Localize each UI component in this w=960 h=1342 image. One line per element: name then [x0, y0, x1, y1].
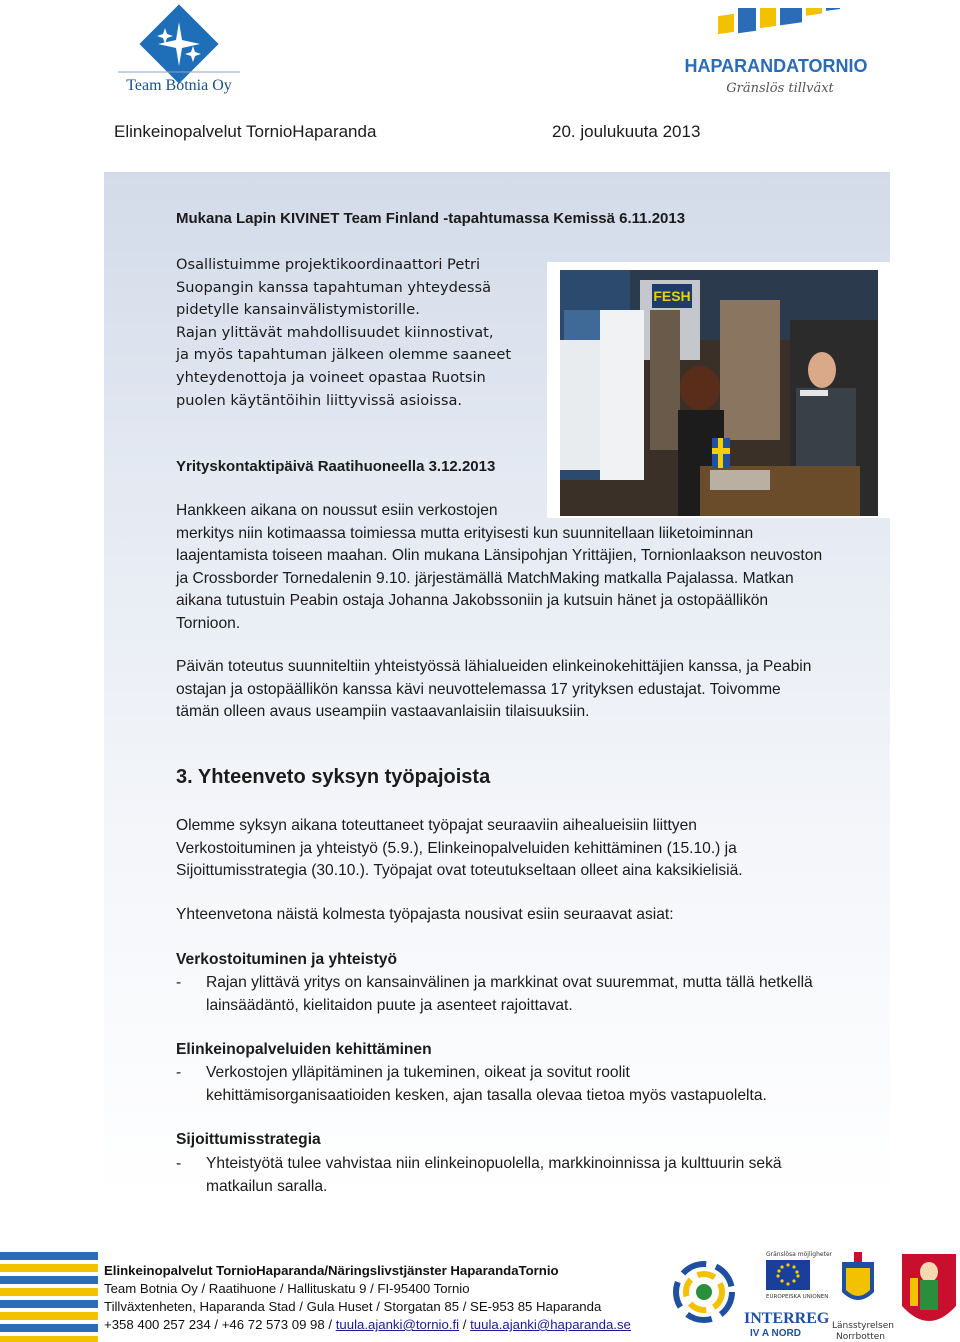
section2-heading: Yrityskontaktipäivä Raatihuoneella 3.12.2013 [176, 458, 496, 475]
text-line: Verkostoituminen ja yhteistyö (5.9.), Elinkeinopalveluiden kehittäminen (15.10.) ja [176, 839, 737, 857]
svg-text:IV A NORD: IV A NORD [750, 1328, 801, 1339]
section3-summary: Yhteenvetona näistä kolmesta työpajasta nousivat esiin seuraavat asiat: [176, 906, 674, 923]
municipal-crest [902, 1254, 956, 1321]
text-line: puolen käytäntöihin liittyvissä asioissa. [176, 391, 463, 409]
team-botnia-logo [118, 4, 240, 100]
footer-address1: Team Botnia Oy / Raatihuone / Hallituskatu 9 / FI-95400 Tornio [104, 1281, 470, 1296]
svg-text:Gränslösa möjligheter: Gränslösa möjligheter [766, 1251, 833, 1258]
topic-title: Verkostoituminen ja yhteistyö [176, 951, 397, 968]
text-line: Suopangin kanssa tapahtuman yhteydessä [176, 278, 492, 296]
section3-heading: 3. Yhteenveto syksyn työpajoista [176, 766, 491, 788]
footer-partner-logos [664, 1248, 960, 1342]
bullet-text [206, 1153, 782, 1198]
haparanda-tornio-logo [676, 8, 876, 100]
lansstyrelsen-crest [832, 1252, 894, 1342]
header-title: Elinkeinopalvelut TornioHaparanda [114, 122, 377, 141]
text-line: yhteydenottoja ja voineet opastaa Ruotsin [176, 368, 486, 386]
svg-text:Länsstyrelsen: Länsstyrelsen [832, 1321, 894, 1331]
text-line: merkitys niin kotimaassa toimiessa mutta erityisesti kun suunnitellaan liiketoiminnan [176, 524, 754, 542]
svg-text:Norrbotten: Norrbotten [836, 1332, 885, 1342]
footer-stripe-graphic [0, 1250, 98, 1342]
text-line: ja Crossborder Tornedalenin 9.10. järjestämällä MatchMaking matkalla Pajalassa. Matkan [176, 569, 794, 587]
topic-title: Elinkeinopalveluiden kehittäminen [176, 1041, 432, 1058]
text-line: Sijoittumisstrategia (30.10.). Työpajat ovat toteutukseltaan olleet aina kaksikielisiä. [176, 862, 743, 879]
text-line: Olemme syksyn aikana toteuttaneet työpajat seuraaviin aihealueisiin liittyen [176, 817, 697, 834]
svg-text:Team Botnia Oy: Team Botnia Oy [126, 77, 232, 94]
svg-text:INTERREG: INTERREG [744, 1310, 830, 1327]
text-line: Rajan ylittävä yritys on kansainvälinen ja markkinat ovat suuremmat, mutta tällä hetkellä [206, 974, 813, 991]
email-separator: / [462, 1317, 467, 1332]
footer-org: Elinkeinopalvelut TornioHaparanda/Näringslivstjänster HaparandaTornio [104, 1263, 559, 1278]
bullet-dash: - [176, 974, 182, 991]
text-line: ostajan ja ostopäällikön kanssa kävi neuvottelemassa 17 yrityksen edustajat. Toivomme [176, 680, 781, 698]
event-photo [560, 270, 878, 516]
text-line: Tornioon. [176, 614, 241, 632]
text-line: tämän olleen avaus useampiin vastaavanlaisiin tilaisuuksiin. [176, 703, 590, 720]
topic-title: Sijoittumisstrategia [176, 1131, 321, 1148]
text-line: Rajan ylittävät mahdollisuudet kiinnostivat, [176, 323, 494, 341]
section2-paragraph1 [176, 500, 822, 635]
section3-intro [176, 815, 743, 883]
text-line: Verkostojen ylläpitäminen ja tukeminen, oikeat ja sovitut roolit [206, 1064, 630, 1081]
eu-flag-logo [766, 1251, 833, 1300]
text-line: Osallistuimme projektikoordinaattori Petri [176, 256, 481, 273]
footer-phones: +358 400 257 234 / +46 72 573 09 98 / [104, 1317, 333, 1332]
text-line: Päivän toteutus suunniteltiin yhteistyössä lähialueiden elinkeinokehittäjien kanssa, ja Peabin [176, 658, 812, 675]
text-line: pidetylle kansainvälistymistorille. [176, 301, 420, 319]
section1-text [176, 254, 511, 412]
text-line: laajentamista toiseen maahan. Olin mukana Länsipohjan Yrittäjien, Tornionlaakson neuvoston [176, 547, 823, 564]
bullet-text [206, 1062, 767, 1107]
footer-contacts [104, 1316, 631, 1334]
text-line: ja myös tapahtuman jälkeen olemme saaneet [176, 346, 512, 364]
svg-text:HAPARANDATORNIO: HAPARANDATORNIO [684, 56, 868, 76]
bullet-dash: - [176, 1064, 182, 1081]
bullet-text [206, 972, 813, 1017]
text-line: Hankkeen aikana on noussut esiin verkostojen [176, 502, 498, 519]
text-line: lainsäädäntö, kielitaidon puute ja asenteet rajoittavat. [206, 996, 573, 1014]
text-line: Yhteistyötä tulee vahvistaa niin elinkeinopuolella, markkinoinnissa ja kulttuurin sekä [206, 1155, 782, 1172]
text-line: kehittämisorganisaatioiden kesken, ajan tasalla olevaa tietoa myös vastapuolelta. [206, 1086, 767, 1104]
bullet-dash: - [176, 1155, 182, 1172]
text-line: aikana tutustuin Peabin ostaja Johanna Jakobssoniin ja kutsuin hänet ja ostopäällikön [176, 592, 769, 609]
section2-paragraph2 [176, 656, 811, 724]
svg-text:EUROPEISKA UNIONEN: EUROPEISKA UNIONEN [766, 1294, 829, 1300]
svg-text:FESH: FESH [653, 288, 691, 304]
section1-heading: Mukana Lapin KIVINET Team Finland -tapahtumassa Kemissä 6.11.2013 [176, 210, 686, 227]
email-link-tornio[interactable]: tuula.ajanki@tornio.fi [335, 1317, 460, 1332]
footer-address2: Tillväxtenheten, Haparanda Stad / Gula Huset / Storgatan 85 / SE-953 85 Haparanda [104, 1299, 602, 1314]
svg-text:Gränslös tillväxt: Gränslös tillväxt [726, 81, 834, 96]
text-line: matkailun saralla. [206, 1177, 328, 1195]
email-link-haparanda[interactable]: tuula.ajanki@haparanda.se [470, 1317, 631, 1332]
header-date: 20. joulukuuta 2013 [552, 122, 701, 141]
